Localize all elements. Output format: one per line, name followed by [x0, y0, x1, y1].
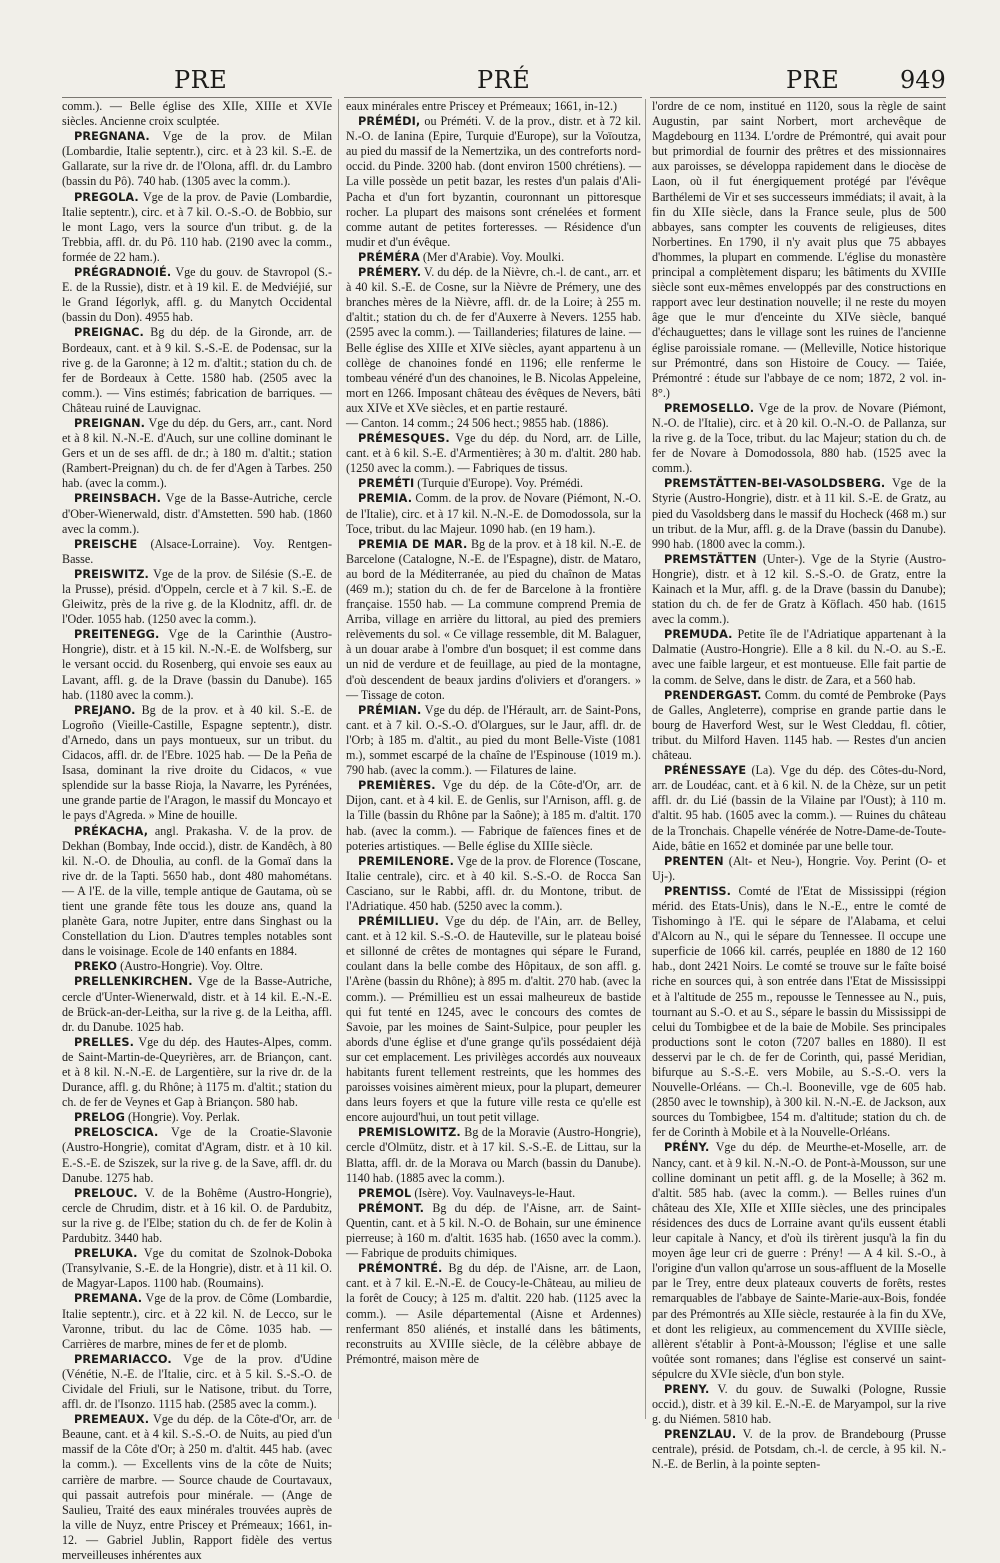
entry-headword: PREISCHE	[74, 537, 138, 551]
entry-text: (Isère). Voy. Vaulnaveys-le-Haut.	[414, 1185, 576, 1200]
entry-text: angl. Prakasha. V. de la prov. de Dekhan (Bombay, Inde occid.), distr. de Kandêch, à 80 kil. N.-O. de Dhoulia, au confl. de la Gomaï dans la rive dr. de la Tapti. 5650 hab., dont 480 mahométans. — A l'E. de la ville, temple antique de Gautama, où se tient une grande fête tous les douze ans, quand la planète Gara, notre Jupiter, entre dans Singhast ou la Constellation du Lion. D'autres temples notables sont dans le voisinage. Ecole de 140 enfants en 1884.	[62, 823, 332, 959]
entry-headword: PREMANA.	[74, 1292, 143, 1306]
dictionary-entry	[62, 1412, 332, 1563]
entry-text: Bg de la prov. et à 18 kil. N.-E. de Barcelone (Catalogne, N.-E. de l'Espagne), distr. de Mataro, au bord de la Méditerranée, au pied du chaînon de Matas (469 m.); station du ch. de fer de Barcelone à la frontière française. 1550 hab. — La commune comprend Premia de Arriba, village en arrière du littoral, au pied des premiers relèvements du sol. « Ce village ressemble, dit M. Balaguer, à un douar arabe à l'ombre d'un bosquet; il est comme dans un nid de verdure et de feuillage, au pied de la montagne, d'où descendent de beaux jardins d'oliviers et d'orangers. » — Tissage de coton.	[346, 536, 641, 702]
dictionary-entry	[652, 763, 946, 854]
entry-text: Vge de la Croatie-Slavonie (Austro-Hongrie), comitat d'Agram, distr. et à 10 kil. E.-S.-E. de Sziszek, sur la rive g. de la Save, affl. dr. du Danube. 1275 hab.	[62, 1125, 332, 1185]
entry-headword: PRENZLAU.	[664, 1428, 737, 1442]
entry-text: (Austro-Hongrie). Voy. Oltre.	[120, 959, 263, 974]
dictionary-entry	[346, 703, 641, 778]
dictionary-entry	[346, 265, 641, 416]
dictionary-entry	[62, 1246, 332, 1291]
dictionary-entry	[346, 1261, 641, 1367]
running-head	[0, 66, 1000, 96]
entry-text: Vge du dép. du Gers, arr., cant. Nord et à 8 kil. N.-N.-E. d'Auch, sur une colline dominant le Gers et un de ses affl. de dr.; à 180 m. d'altit.; station (Rambert-Preignan) du ch. de fer d'Agen à Tarbes. 250 hab. (avec la comm.).	[62, 415, 332, 491]
dictionary-entry	[62, 824, 332, 960]
entry-headword: PREINSBACH.	[74, 492, 161, 506]
running-head-right: PRE	[786, 66, 840, 94]
header-rule-right	[650, 97, 946, 98]
entry-text: (La). Vge du dép. des Côtes-du-Nord, arr. de Loudéac, cant. et à 6 kil. N. de la Chèze, sur un petit affl. dr. du Lié (bassin de la Vilaine par l'Oust); à 110 m. d'altit. 95 hab. (1605 avec la comm.). — Ruines du château de la Tronchais. Chapelle vénérée de Notre-Dame-de-Toute-Aide, bâtie en 1652 et dominée par une belle tour.	[652, 763, 946, 853]
entry-headword: PRELLES.	[74, 1035, 135, 1049]
dictionary-entry	[346, 491, 641, 536]
entry-text: Vge du dép. du Nord, arr. de Lille, cant. et à 6 kil. S.-E. d'Armentières; à 30 m. d'altit. 280 hab. (1250 avec la comm.). — Fabriques de tissus.	[346, 431, 641, 476]
entry-headword: PRÉMERY.	[358, 266, 422, 280]
entry-text: Bg du dép. de l'Aisne, arr. de Saint-Quentin, cant. et à 5 kil. N.-O. de Bohain, sur une éminence pierreuse; à 160 m. d'altit. 1635 hab. (1650 avec la comm.). — Fabrique de produits chimiques.	[346, 1200, 641, 1261]
entry-text: Vge du gouv. de Stavropol (S.-E. de la Russie), distr. et à 19 kil. E. de Medviéjié, sur le Grand Iégorlyk, affl. g. du Manytch Occidental (bassin du Don). 4955 hab.	[62, 265, 332, 325]
dictionary-entry	[346, 416, 641, 431]
entry-headword: PREMOL	[358, 1186, 412, 1200]
dictionary-entry	[652, 1382, 946, 1427]
entry-headword: PREMISLOWITZ.	[358, 1126, 461, 1140]
entry-headword: PRÉNESSAYE	[664, 764, 747, 778]
running-head-center: PRÉ	[477, 66, 531, 94]
page-number: 949	[900, 66, 946, 94]
dictionary-entry	[652, 401, 946, 476]
entry-text: Vge de la prov. d'Udine (Vénétie, N.-E. de l'Italie, circ. et à 5 kil. S.-S.-O. de Cividale del Friuli, sur le Natisone, tribut. du Torre, affl. dr. de l'Isonzo. 1115 hab. (2585 avec la comm.).	[62, 1351, 332, 1412]
entry-text: comm.). — Belle église des XIIe, XIIIe et XVIe siècles. Ancienne croix sculptée.	[62, 99, 332, 129]
text-column-1	[62, 99, 333, 1562]
entry-text: Vge du dép. de la Côte-d'Or, arr. de Dijon, cant. et à 4 kil. E. de Genlis, sur l'Arnison, affl. g. de la Tille (bassin du Rhône par la Saône); à 185 m. d'altit. 170 hab. (avec la comm.). — Fabrique de faïences fines et de poteries artistiques. — Belle église du XIIIe siècle.	[346, 778, 641, 853]
entry-text: Bg de la Moravie (Austro-Hongrie), cercle d'Olmütz, distr. et à 17 kil. S.-S.-E. de Littau, sur la Blatta, affl. dr. de la Morava ou March (bassin du Danube). 1140 hab. (1885 avec la comm.).	[346, 1125, 641, 1185]
entry-headword: PRELOUC.	[74, 1186, 138, 1200]
entry-headword: PRÉMESQUES.	[358, 432, 450, 446]
entry-text: Vge du dép. de l'Hérault, arr. de Saint-Pons, cant. et à 7 kil. O.-S.-O. d'Olargues, sur le Jaur, affl. dr. de l'Orb; à 185 m. d'altit., au pied du mont Belle-Viste (1081 m.), sommet escarpé de la chaîne de l'Espinouse (1019 m.). 790 hab. (avec la comm.). — Filatures de laine.	[346, 702, 641, 778]
entry-headword: PRÉMONTRÉ.	[358, 1262, 443, 1276]
entry-text: l'ordre de ce nom, institué en 1120, sous la règle de saint Augustin, par saint Norbert, mort archevêque de Magdebourg en 1134. L'ordre de Prémontré, qui avait pour but primordial de fournir des prêtres et des missionnaires aux paroisses, se développa rapidement dans le diocèse de Laon, où il fut énergiquement protégé par l'évêque Barthélemi de Vir et ses successeurs immédiats; il avait, à la fin du XIIe siècle, dans la France seule, plus de 500 abbayes, sans compter les couvents de religieuses, dites Norbertines. En 1790, il n'y avait plus que 75 abbayes d'hommes, la plupart en commende. L'église du monastère principal a complètement disparu; les bâtiments du XVIIIe siècle sont eux-mêmes enveloppés par des constructions en rapport avec leur destination nouvelle; il ne reste du moyen âge que le mur d'enceinte du XIVe siècle, banqué d'échauguettes; dans le village sont les ruines de l'ancienne église paroissiale romane. — (Melleville, Notice historique sur Prémontré, dans son Histoire de Coucy. — Taiée, Prémontré : étude sur l'abbaye de ce nom; 1872, 2 vol. in-8°.)	[652, 99, 946, 400]
running-head-left: PRE	[174, 66, 228, 94]
dictionary-entry	[62, 1035, 332, 1110]
entry-headword: PREMIÈRES.	[358, 779, 436, 793]
entry-text: Vge du dép. de la Côte-d'Or, arr. de Beaune, cant. et à 4 kil. S.-S.-O. de Nuits, au pied d'un massif de la Côte d'Or; à 250 m. d'altit. 445 hab. (avec la comm.). — Excellents vins de la côte de Nuits; carrière de marbre. — Source chaude de Courtavaux, qui passait autrefois pour minérale. — (Ange de Saulieu, Traité des eaux minérales trouvées auprès de la ville de Nuyz, entre Priscey et Prémeaux; 1661, in-12. — Gabriel Jublin, Rapport fidèle des vertus merveilleuses inhérentes aux	[62, 1412, 333, 1562]
entry-text: Comté de l'Etat de Mississippi (région mérid. des Etats-Unis), dans le N.-E., entre le comté de Tishomingo à l'E. qui le sépare de l'Alabama, et celui d'Alcorn au N., qui le sépare du Tennessee. Il occupe une superficie de 1066 kil. carrés, peuplée en 1880 de 12 160 hab., dont 2421 Noirs. Le comté se trouve sur le faîte boisé riche en sources qui, à son entrée dans l'Etat de Mississippi et à l'altitude de 255 m., repousse le Tennessee au N., puis, tournant au S.-O. et au S., sépare le bassin du Mississippi de celui du Tombigbee et de la baie de Mobile. Ses principales productions sont le coton (7207 balles en 1880). Il est desservi par le ch. de fer de Corinth, qui, passé Meridian, bifurque au S.-S.-E. vers Mobile, au S.-S.-O. vers la Nouvelle-Orléans. — Ch.-l. Booneville, vge de 605 hab. (2850 avec le township), à 300 kil. N.-N.-E. de Jackson, aux sources du Tombigbee, 154 m. d'altitude; station du ch. de fer de Corinth à Mobile et à la Nouvelle-Orléans.	[652, 883, 946, 1140]
entry-text: — Canton. 14 comm.; 24 506 hect.; 9855 hab. (1886).	[346, 415, 609, 430]
entry-headword: PREIGNAN.	[74, 416, 146, 430]
entry-headword: PREMSTÄTTEN	[664, 552, 757, 566]
entry-headword: PRELLENKIRCHEN.	[74, 975, 193, 989]
entry-headword: PRÉMILLIEU.	[358, 915, 440, 929]
dictionary-entry	[62, 129, 332, 189]
entry-text: Bg de la prov. et à 40 kil. S.-E. de Logroño (Vieille-Castille, Espagne septentr.), distr. d'Arnedo, dans un pays montueux, sur un tribut. du Cidacos, affl. dr. de l'Ebre. 1025 hab. — De la Peña de Isasa, dominant la rive droite du Cidacos, « vue splendide sur la basse Rioja, la Navarre, les Pyrénées, une grande partie de l'Aragon, le massif du Moncayo et le pays d'Agreda. » Mine de houille.	[62, 702, 332, 823]
entry-text: V. de la Bohême (Austro-Hongrie), cercle de Chrudim, distr. et à 16 kil. O. de Pardubitz, sur la rive g. de l'Elbe; station du ch. de fer de Kolin à Pardubitz. 3440 hab.	[62, 1185, 332, 1246]
column-separator-2	[645, 99, 646, 1419]
entry-headword: PREGOLA.	[74, 190, 139, 204]
entry-text: Vge de la prov. de Côme (Lombardie, Italie septentr.), circ. et à 22 kil. N. de Lecco, sur le Varonne, tribut. du lac de Côme. 1035 hab. — Carrières de marbre, mines de fer et de plomb.	[62, 1291, 332, 1351]
entry-headword: PREISWITZ.	[74, 567, 149, 581]
entry-headword: PREMSTÄTTEN-BEI-VASOLDSBERG.	[664, 477, 886, 491]
dictionary-entry	[62, 1186, 332, 1246]
entry-text: Bg du dép. de l'Aisne, arr. de Laon, cant. et à 7 kil. E.-N.-E. de Coucy-le-Château, au milieu de la forêt de Coucy; à 125 m. d'altit. 220 hab. (1125 avec la comm.). — Asile départemental (Aisne et Ardennes) renfermant 850 aliénés, et installé dans les bâtiments, reconstruits au XVIIIe siècle, de la célèbre abbaye de Prémontré, maison mère de	[346, 1261, 641, 1366]
dictionary-entry	[652, 884, 946, 1141]
entry-text: Comm. du comté de Pembroke (Pays de Galles, Angleterre), comprise en grande partie dans le bourg de Haverford West, sur le West Cleddau, fl. côtier, tribut. du Milford Haven. 1145 hab. — Restes d'un ancien château.	[652, 687, 946, 763]
text-column-3	[652, 99, 947, 1472]
dictionary-entry	[652, 1140, 946, 1382]
dictionary-entry	[62, 1352, 332, 1412]
dictionary-entry	[62, 416, 332, 491]
entry-headword: PREMIA.	[358, 492, 413, 506]
entry-headword: PREMUDA.	[664, 628, 733, 642]
entry-headword: PREKO	[74, 960, 118, 974]
text-column-2	[346, 99, 641, 1429]
entry-headword: PREITENEGG.	[74, 628, 160, 642]
entry-headword: PREMOSELLO.	[664, 401, 755, 415]
entry-text: Vge de la prov. de Pavie (Lombardie, Italie septentr.), circ. et à 7 kil. O.-S.-O. de Bobbio, sur le mont Lago, vers la source d'un tribut. g. de la Trebbia, affl. dr. du Pô. 110 hab. (2190 avec la comm., formée de 22 ham.).	[62, 189, 332, 264]
entry-headword: PRÉMIAN.	[358, 703, 422, 717]
entry-text: ou Préméti. V. de la prov., distr. et à 72 kil. N.-O. de Ianina (Epire, Turquie d'Europe), sur la Voïoutza, au pied du massif de la Nemertzika, un des contreforts nord-occid. du Pinde. 3200 hab. (dont environ 1500 chrétiens). — La ville possède un petit bazar, les restes d'un palais d'Ali-Pacha et d'un fort byzantin, couronnant un pittoresque rocher. La plupart des maisons sont crénelées et forment comme autant de petites forteresses. — Résidence d'un mudir et d'un évêque.	[346, 114, 642, 249]
dictionary-entry	[62, 1110, 332, 1125]
entry-headword: PRELOSCICA.	[74, 1126, 159, 1140]
dictionary-entry	[62, 1291, 332, 1351]
entry-headword: PRÉNY.	[664, 1141, 710, 1155]
dictionary-entry	[62, 99, 332, 129]
entry-text: (Turquie d'Europe). Voy. Prémédi.	[417, 476, 584, 491]
entry-text: (Hongrie). Voy. Perlak.	[128, 1110, 240, 1125]
dictionary-entry	[652, 627, 946, 687]
entry-text: Vge du comitat de Szolnok-Doboka (Transylvanie, S.-E. de la Hongrie), distr. et à 11 kil. O. de Magyar-Lapos. 1100 hab. (Roumains).	[62, 1246, 332, 1291]
entry-headword: PREGNANA.	[74, 130, 150, 144]
entry-headword: PRENTEN	[664, 854, 724, 868]
dictionary-entry	[346, 99, 641, 114]
dictionary-entry	[346, 250, 641, 265]
entry-headword: PRENY.	[664, 1382, 710, 1396]
dictionary-entry	[652, 1427, 946, 1472]
entry-text: (Unter-). Vge de la Styrie (Austro-Hongrie), distr. et à 12 kil. S.-S.-O. de Gratz, entre la Kainach et la Mur, affl. g. de la Drave (bassin du Danube); station du ch. de fer de Gratz à Köflach. 450 hab. (1615 avec la comm.).	[652, 551, 946, 627]
entry-text: Vge de la prov. de Novare (Piémont, N.-O. de l'Italie), circ. et à 20 kil. O.-N.-O. de Pallanza, sur la rive g. de la Toce, tribut. du lac Majeur; station du ch. de fer de Novare à Domodossola, 880 hab. (1525 avec la comm.).	[652, 400, 946, 476]
entry-text: Comm. de la prov. de Novare (Piémont, N.-O. de l'Italie), circ. et à 17 kil. N.-N.-E. de Domodossola, sur la Toce, tribut. du lac Majeur. 1090 hab. (en 19 ham.).	[346, 491, 641, 536]
entry-text: (Mer d'Arabie). Voy. Moulki.	[422, 249, 565, 264]
dictionary-entry	[62, 959, 332, 974]
dictionary-entry	[62, 190, 332, 265]
entry-text: (Alsace-Lorraine). Voy. Rentgen-Basse.	[62, 536, 332, 566]
entry-text: (Alt- et Neu-), Hongrie. Voy. Perint (O- et Uj-).	[652, 853, 946, 883]
entry-headword: PRELOG	[74, 1111, 125, 1125]
dictionary-entry	[346, 914, 641, 1125]
entry-headword: PRÉGRADNOIÉ.	[74, 266, 172, 280]
entry-text: V. de la prov. de Brandebourg (Prusse centrale), présid. de Potsdam, ch.-l. de cercle, à 95 kil. N.-N.-E. de Berlin, à la pointe septen-	[652, 1427, 947, 1472]
dictionary-entry	[346, 1201, 641, 1261]
dictionary-entry	[62, 491, 332, 536]
dictionary-entry	[652, 476, 946, 551]
entry-headword: PRÉKACHA,	[74, 824, 149, 838]
entry-text: Vge du dép. de Meurthe-et-Moselle, arr. de Nancy, cant. et à 9 kil. N.-N.-O. de Pont-à-Mousson, sur une colline dominant un petit affl. g. de la Moselle; à 362 m. d'altit. 585 hab. (avec la comm.). — Belles ruines d'un château des XIe, XIIe et XIIIe siècles, une des principales résidences des ducs de Lorraine avant qu'ils eussent établi leur capitale à Nancy, et d'où ils tirèrent jusqu'à la fin du moyen âge leur cri de guerre : Prény! — A 4 kil. S.-O., à l'origine d'un vallon qu'arrose un sous-affluent de la Moselle par le Trey, entre deux plateaux couverts de forêts, restes remarquables de l'abbaye de Sainte-Marie-aux-Bois, fondée par des Prémontrés au XIIe siècle, restaurée à la fin du XVe, et dont les religieux, au commencement du XVIIIe siècle, allèrent s'établir à Pont-à-Mousson; l'église et une salle voûtée sont romanes; dans l'église est conservé un saint-sépulcre du XVIe siècle, d'un bon style.	[652, 1140, 946, 1381]
entry-text: Vge de la Carinthie (Austro-Hongrie), distr. et à 15 kil. N.-N.-E. de Wolfsberg, sur le versant occid. du Rosenberg, qui envoie ses eaux au Lavant, affl. g. de la Drave (bassin du Danube). 165 hab. (1180 avec la comm.).	[62, 627, 332, 702]
dictionary-entry	[346, 778, 641, 853]
column-separator-1	[338, 99, 339, 1419]
dictionary-entry	[346, 537, 641, 703]
dictionary-entry	[346, 431, 641, 476]
entry-text: V. du dép. de la Nièvre, ch.-l. de cant., arr. et à 40 kil. S.-E. de Cosne, sur la Nièvre de Prémery, une des branches mères de la Nièvre, affl. dr. de la Loire; à 255 m. d'altit.; station du ch. de fer d'Auxerre à Nevers. 1255 hab. (2595 avec la comm.). — Taillanderies; filatures de laine. — Belle église des XIIIe et XIVe siècles, ayant appartenu à un collège de chanoines fondé en 1196; elle renferme le tombeau vénéré d'un des chanoines, le B. Nicolas Appeleine, mort en 1266. Imposant château des évêques de Nevers, bâti aux XIVe et XVe siècles, et en partie restauré.	[346, 265, 641, 415]
entry-headword: PREMILENORE.	[358, 854, 455, 868]
dictionary-entry	[62, 1125, 332, 1185]
entry-headword: PREMEAUX.	[74, 1413, 150, 1427]
entry-headword: PREMÉTI	[358, 477, 415, 491]
entry-text: Vge de la Styrie (Austro-Hongrie), distr. et à 11 kil. S.-E. de Gratz, au pied du Vasoldsberg dans le massif du Hocheck (468 m.) sur un tribut. de la Mur, affl. g. de la Drave (bassin du Danube). 990 hab. (1800 avec la comm.).	[652, 476, 946, 551]
entry-text: V. du gouv. de Suwalki (Pologne, Russie occid.), distr. et à 39 kil. E.-N.-E. de Maryampol, sur la rive g. du Niémen. 5810 hab.	[652, 1381, 946, 1427]
dictionary-entry	[62, 627, 332, 702]
entry-text: Vge de la prov. de Silésie (S.-E. de la Prusse), présid. d'Oppeln, cercle et à 7 kil. S.-E. de Gleiwitz, près de la rive g. de la Klodnitz, affl. dr. de l'Oder. 1055 hab. (1250 avec la comm.).	[62, 566, 332, 627]
entry-text: Petite île de l'Adriatique appartenant à la Dalmatie (Austro-Hongrie). Elle a 8 kil. du N.-O. au S.-E. avec une faible largeur, et est montueuse. Elle fait partie de la comm. de Selve, dans le distr. de Zara, et a 560 hab.	[652, 627, 946, 687]
dictionary-entry	[346, 476, 641, 491]
entry-text: Bg du dép. de la Gironde, arr. de Bordeaux, cant. et à 9 kil. S.-S.-E. de Podensac, sur la rive g. de la Garonne; à 12 m. d'altit.; station du ch. de fer de Bordeaux à Cette. 1580 hab. (2505 avec la comm.). — Vins estimés; fabrication de barriques. — Château ruiné de Lauvignac.	[62, 325, 332, 415]
entry-headword: PREMIA DE MAR.	[358, 537, 468, 551]
entry-text: Vge du dép. de l'Ain, arr. de Belley, cant. et à 12 kil. S.-S.-O. de Hauteville, sur le plateau boisé et sillonné de crêtes de montagnes qui sépare le Furand, coulant dans la belle combe des Hôpitaux, de son affl. g. l'Arène (bassin du Rhône); à 895 m. d'altit. 270 hab. (avec la comm.). — Prémillieu est un essai malheureux de bastide qui fut tenté en 1245, avec le concours des comtes de Savoie, par les moines de Saint-Sulpice, pour peupler les abords d'une église et d'une grange qu'ils possédaient déjà sur cet emplacement. Les privilèges accordés aux nouveaux habitants furent tellement restreints, que les hommes des paroisses voisines aimèrent mieux, pour la plupart, demeurer dans leurs foyers et que la future ville resta ce qu'elle est encore aujourd'hui, un tout petit village.	[346, 914, 641, 1125]
entry-text: Vge de la prov. de Milan (Lombardie, Italie septentr.), circ. et à 23 kil. S.-E. de Gallarate, sur la rive dr. de l'Olona, affl. dr. du Lambro (bassin du Pô). 740 hab. (1305 avec la comm.).	[62, 129, 332, 189]
entry-text: Vge de la Basse-Autriche, cercle d'Ober-Wienerwald, distr. d'Amstetten. 590 hab. (1860 avec la comm.).	[62, 491, 332, 536]
dictionary-entry	[346, 854, 641, 914]
entry-headword: PRELUKA.	[74, 1247, 138, 1261]
dictionary-entry	[62, 703, 332, 824]
entry-headword: PREIGNAC.	[74, 326, 144, 340]
dictionary-entry	[652, 854, 946, 884]
header-rule-left	[62, 97, 332, 98]
dictionary-entry	[62, 537, 332, 567]
entry-headword: PREJANO.	[74, 703, 136, 717]
entry-headword: PREMARIACCO.	[74, 1352, 172, 1366]
entry-headword: PRÉMONT.	[358, 1201, 425, 1215]
dictionary-entry	[62, 974, 332, 1034]
entry-text: Vge de la prov. de Florence (Toscane, Italie centrale), circ. et à 40 kil. S.-S.-O. de Rocca San Casciano, sur le Rabbi, affl. dr. du Montone, tribut. de l'Adriatique. 450 hab. (5250 avec la comm.).	[346, 853, 641, 913]
dictionary-entry	[62, 567, 332, 627]
dictionary-entry	[652, 99, 946, 401]
entry-headword: PRÉMÉRA	[358, 250, 420, 264]
dictionary-entry	[346, 1125, 641, 1185]
dictionary-entry	[62, 325, 332, 416]
dictionary-entry	[346, 1186, 641, 1201]
dictionary-entry	[652, 552, 946, 627]
dictionary-entry	[62, 265, 332, 325]
header-rule-center	[344, 97, 642, 98]
entry-text: eaux minérales entre Priscey et Prémeaux; 1661, in-12.)	[346, 99, 618, 113]
entry-text: Vge de la Basse-Autriche, cercle d'Unter-Wienerwald, distr. et à 14 kil. E.-N.-E. de Brück-an-der-Leitha, sur la rive g. de la Leitha, affl. dr. du Danube. 1025 hab.	[62, 974, 333, 1034]
dictionary-entry	[652, 688, 946, 763]
dictionary-entry	[346, 114, 641, 250]
entry-text: Vge du dép. des Hautes-Alpes, comm. de Saint-Martin-de-Queyrières, arr. de Briançon, cant. et à 8 kil. N.-N.-E. de Largentière, sur la rive dr. de la Durance, affl. g. du Rhône; à 1175 m. d'altit.; station du ch. de fer de Veynes et Gap à Briançon. 580 hab.	[62, 1034, 332, 1110]
entry-headword: PRENDERGAST.	[664, 688, 762, 702]
entry-headword: PRENTISS.	[664, 884, 732, 898]
entry-headword: PRÉMÉDI,	[358, 115, 421, 129]
